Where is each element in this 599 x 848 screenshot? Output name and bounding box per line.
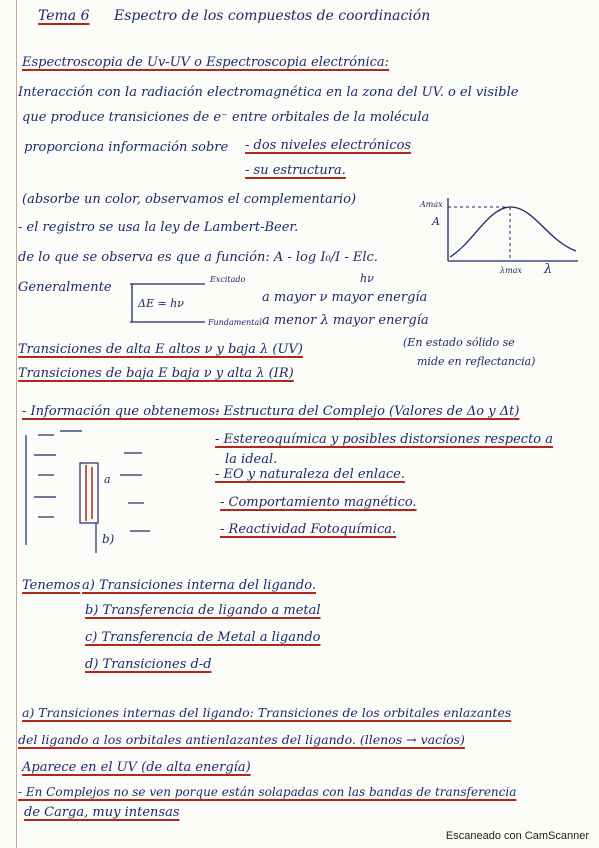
margin-line bbox=[16, 0, 17, 848]
section1-item1: - dos niveles electrónicos bbox=[245, 138, 412, 153]
section1-item2: - su estructura. bbox=[245, 163, 346, 178]
section5-b bbox=[85, 603, 321, 618]
section5-c bbox=[85, 630, 320, 645]
graph-x-label: λ bbox=[544, 262, 553, 277]
scanner-footer: Escaneado con CamScanner bbox=[445, 830, 589, 842]
section4-heading-text: - Información que obtenemos: bbox=[22, 404, 220, 419]
section3-note2: mide en reflectancia) bbox=[417, 355, 536, 368]
section2-line2: - el registro se usa la ley de Lambert-Beer. bbox=[18, 220, 299, 235]
theme-title: Tema 6 bbox=[38, 8, 90, 24]
section6-line3: Aparece en el UV (de alta energía) bbox=[22, 760, 251, 775]
section5-d bbox=[85, 657, 212, 672]
orbital-transition-sketch bbox=[20, 425, 170, 565]
general-label: Generalmente bbox=[18, 280, 112, 295]
absorbance-graph bbox=[418, 193, 583, 281]
section4-item1: - Estructura del Complejo (Valores de Δo y Δt) bbox=[215, 404, 520, 419]
section3-line2: Transiciones de baja E baja ν y alta λ (IR) bbox=[18, 366, 294, 381]
section1-heading: Espectroscopia de Uv-UV o Espectroscopia electrónica: bbox=[22, 55, 390, 70]
section1-line1: Interacción con la radiación electromagnética en la zona del UV. o el visible bbox=[18, 85, 519, 100]
rule1: a mayor ν mayor energía bbox=[262, 290, 428, 305]
delta-e-label: ΔE = hν bbox=[138, 297, 184, 310]
section2-line3: de lo que se observa es que a función: A - log I₀/I - Elc. bbox=[18, 250, 378, 265]
title-row bbox=[38, 8, 430, 24]
section4-heading bbox=[22, 404, 220, 419]
section5-intro: Tenemos bbox=[22, 578, 81, 593]
section2-line1: (absorbe un color, observamos el complementario) bbox=[22, 192, 357, 207]
section4-item5: - Reactividad Fotoquímica. bbox=[220, 522, 397, 537]
section4-item3: - EO y naturaleza del enlace. bbox=[215, 467, 405, 482]
section6-line1: a) Transiciones internas del ligando: Transiciones de los orbitales enlazantes bbox=[22, 705, 512, 720]
fundamental-label: Fundamental bbox=[208, 318, 262, 327]
graph-xmax-label: λmax bbox=[500, 266, 522, 275]
section6-line2: del ligando a los orbitales antienlazantes del ligando. (llenos → vacíos) bbox=[18, 732, 465, 747]
excited-label: Excitado bbox=[210, 275, 246, 284]
section4-item2b: la ideal. bbox=[225, 452, 278, 467]
diag-a-label: a bbox=[104, 473, 111, 486]
subject-title: Espectro de los compuestos de coordinación bbox=[113, 8, 431, 24]
rule2: a menor λ mayor energía bbox=[262, 313, 429, 328]
graph-ymax-label: Amax bbox=[420, 200, 443, 209]
section3-note1: (En estado sólido se bbox=[403, 336, 515, 349]
section5-b-text: b) Transferencia de ligando a metal bbox=[85, 603, 321, 618]
energy-level-diagram bbox=[120, 270, 262, 330]
absorbance-curve bbox=[450, 207, 576, 257]
section4-item4: - Comportamiento magnético. bbox=[220, 495, 417, 510]
transition-box bbox=[80, 463, 98, 523]
section4-item2: - Estereoquímica y posibles distorsiones respecto a bbox=[215, 432, 554, 447]
hv-label: hν bbox=[360, 272, 374, 285]
section6-line5: de Carga, muy intensas bbox=[24, 805, 180, 820]
section5-a bbox=[82, 578, 316, 593]
section5-a-text: a) Transiciones interna del ligando. bbox=[82, 578, 316, 593]
section3-line1: Transiciones de alta E altos ν y baja λ (UV) bbox=[18, 342, 303, 357]
section5-d-text: d) Transiciones d-d bbox=[85, 657, 212, 672]
section1-provides: proporciona información sobre bbox=[24, 140, 229, 155]
section5-c-text: c) Transferencia de Metal a ligando bbox=[85, 630, 321, 645]
graph-y-label: A bbox=[432, 215, 440, 228]
section6-line4: - En Complejos no se ven porque están solapadas con las bandas de transferencia bbox=[18, 785, 517, 799]
diag-b-label: b) bbox=[102, 532, 115, 546]
section1-line2: que produce transiciones de e⁻ entre orbitales de la molécula bbox=[22, 110, 430, 125]
